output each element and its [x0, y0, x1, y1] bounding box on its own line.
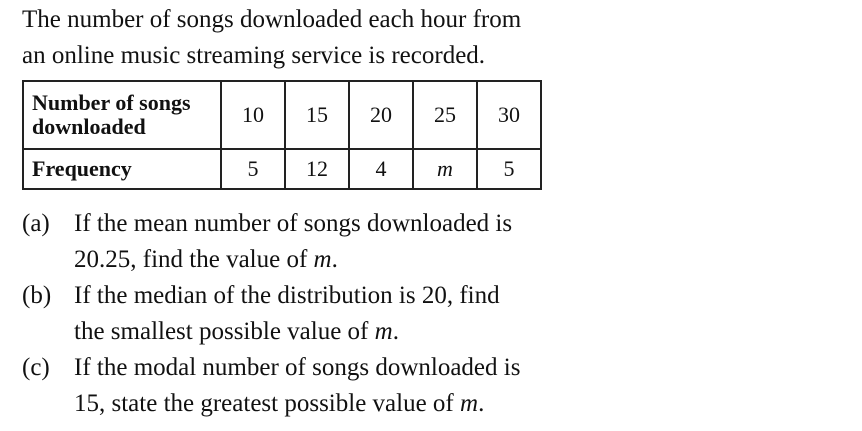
table-cell: 5 [477, 149, 541, 189]
table-cell: 15 [285, 81, 349, 149]
question-c [22, 350, 602, 422]
question-line-2 [74, 242, 602, 278]
question-line-1: If the mean number of songs downloaded is [74, 210, 513, 237]
question-line-2 [74, 314, 602, 350]
intro-line-1: The number of songs downloaded each hour from [22, 6, 522, 33]
question-letter: (a) [22, 210, 50, 237]
intro-line-2: an online music streaming service is recorded. [22, 42, 486, 69]
row-header-songs-line-2: downloaded [32, 114, 146, 139]
table-cell: 12 [285, 149, 349, 189]
question-letter: (b) [22, 282, 52, 309]
question-line-1: If the modal number of songs downloaded is [74, 354, 521, 381]
row-header-songs-line-1: Number of songs [32, 90, 191, 115]
question-line-2 [74, 386, 602, 422]
table-cell: 25 [413, 81, 477, 149]
frequency-table [22, 80, 542, 190]
question-line-1: If the median of the distribution is 20, find [74, 282, 500, 309]
row-header-songs [23, 81, 221, 149]
variable-m: m [374, 318, 393, 345]
question-a [22, 206, 602, 278]
variable-m: m [313, 246, 332, 273]
question-letter: (c) [22, 354, 50, 381]
question-punctuation: . [331, 246, 338, 273]
intro-paragraph [22, 2, 582, 74]
table-row-songs [23, 81, 541, 149]
variable-m: m [460, 390, 479, 417]
question-b [22, 278, 602, 350]
table-cell: 30 [477, 81, 541, 149]
question-text: 20.25, find the value of [74, 246, 314, 273]
question-text: 15, state the greatest possible value of [74, 390, 460, 417]
table-cell-unknown-m: m [413, 149, 477, 189]
question-list [22, 206, 602, 422]
table-cell: 20 [349, 81, 413, 149]
question-punctuation: . [392, 318, 399, 345]
table-cell: 10 [221, 81, 285, 149]
question-text: the smallest possible value of [74, 318, 375, 345]
table-row-frequency [23, 149, 541, 189]
question-punctuation: . [478, 390, 485, 417]
table-cell: 5 [221, 149, 285, 189]
table-cell: 4 [349, 149, 413, 189]
row-header-frequency: Frequency [23, 149, 221, 189]
